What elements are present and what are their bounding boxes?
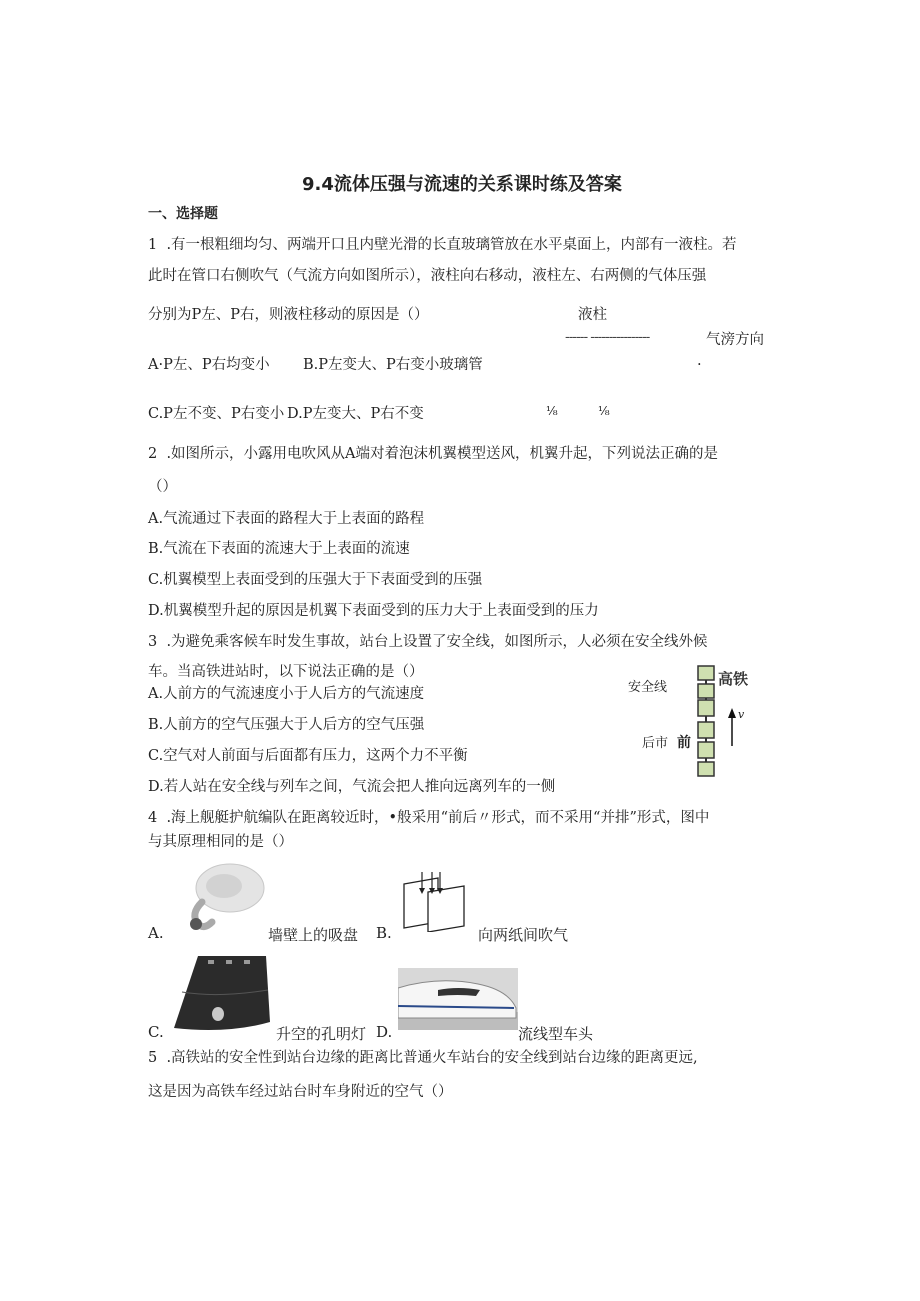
q4-number: 4: [148, 810, 158, 826]
q3-line1: 3 .为避免乘客候车时发生事故，站台上设置了安全线，如图所示，人必须在安全线外候: [148, 634, 708, 650]
q4-option-a-letter: A.: [148, 924, 164, 942]
q4-option-d-text: 流线型车头: [518, 1025, 594, 1043]
q3-option-a: A.人前方的气流速度小于人后方的气流速度: [148, 686, 425, 702]
q3-number: 3: [148, 634, 158, 650]
q1-figure-dot: .: [697, 353, 702, 369]
q4-line2: 与其原理相同的是（）: [148, 834, 293, 850]
q4-option-b-letter: B.: [376, 924, 392, 942]
q2-option-b: B.气流在下表面的流速大于上表面的流速: [148, 541, 410, 557]
q2-line1: 2 .如图所示，小露用电吹风从A端对着泡沫机翼模型送风，机翼升起，下列说法正确的是: [148, 446, 719, 462]
q1-figure-label-liquid: 液柱: [578, 307, 607, 323]
q4-option-c-text: 升空的孔明灯: [276, 1025, 367, 1043]
q5-line1: 5 .高铁站的安全性到站台边缘的距离比普通火车站台的安全线到站台边缘的距离更远,: [148, 1050, 698, 1066]
q3-line2: 车。当高铁进站时，以下说法正确的是（）: [148, 664, 424, 680]
two-papers-image: [400, 870, 470, 932]
q1-figure-marker-right: ⅛: [598, 404, 610, 418]
q4-option-d-letter: D.: [376, 1023, 393, 1041]
q1-option-d: D.P左变大、P右不变: [287, 406, 424, 422]
q2-number: 2: [148, 446, 158, 462]
q1-line3: 分别为P左、P右，则液柱移动的原因是（）: [148, 307, 429, 323]
q1-figure-label-airflow: 气滂方向: [706, 332, 764, 348]
q2-option-c: C.机翼模型上表面受到的压强大于下表面受到的压强: [148, 572, 483, 588]
q1-option-b: B.P左变大、P右变小玻璃管: [303, 357, 483, 373]
q4-option-a-text: 墙壁上的吸盘: [268, 926, 359, 944]
q4-line1: 4 .海上舰艇护航编队在距离较近时，•般采用“前后〃形式，而不采用“并排”形式，图中: [148, 810, 710, 826]
q2-option-d: D.机翼模型升起的原因是机翼下表面受到的压力大于上表面受到的压力: [148, 603, 599, 619]
q3-safety-line-figure: [620, 660, 760, 780]
q3-option-c: C.空气对人前面与后面都有压力，这两个力不平衡: [148, 748, 468, 764]
q1-figure-tube-dashes: ------ ----------------: [565, 330, 650, 345]
q2-option-a: A.气流通过下表面的路程大于上表面的路程: [148, 511, 425, 527]
label-front: 前: [677, 735, 691, 751]
label-back: 后市: [642, 736, 669, 751]
label-safety-line: 安全线: [628, 680, 668, 695]
section-heading: 一、选择题: [148, 206, 218, 222]
q5-line2: 这是因为高铁车经过站台时车身附近的空气（）: [148, 1084, 453, 1100]
q1-line1: 1 .有一根粗细均匀、两端开口且内壁光滑的长直玻璃管放在水平桌面上，内部有一液柱。若: [148, 237, 737, 253]
q4-option-c-letter: C.: [148, 1023, 164, 1041]
sky-lantern-image: [168, 952, 272, 1038]
q5-number: 5: [148, 1050, 158, 1066]
label-velocity: v: [738, 708, 745, 721]
suction-cup-image: [172, 862, 267, 934]
q1-option-c: C.P左不变、P右变小: [148, 406, 285, 422]
streamlined-train-image: [398, 968, 518, 1030]
q1-number: 1: [148, 237, 158, 253]
q1-line2: 此时在管口右侧吹气（气流方向如图所示），液柱向右移动，液柱左、右两侧的气体压强: [148, 268, 707, 284]
label-high-speed-train: 高铁: [718, 670, 749, 688]
q2-line2: （）: [148, 479, 177, 495]
q1-option-a: A·P左、P右均变小: [148, 357, 270, 373]
q3-option-b: B.人前方的空气压强大于人后方的空气压强: [148, 717, 425, 733]
q1-figure-marker-left: ⅛: [546, 404, 558, 418]
q4-option-b-text: 向两纸间吹气: [478, 926, 569, 944]
q3-option-d: D.若人站在安全线与列车之间，气流会把人推向远离列车的一侧: [148, 779, 556, 795]
page-title: 9.4流体压强与流速的关系课时练及答案: [302, 174, 622, 195]
